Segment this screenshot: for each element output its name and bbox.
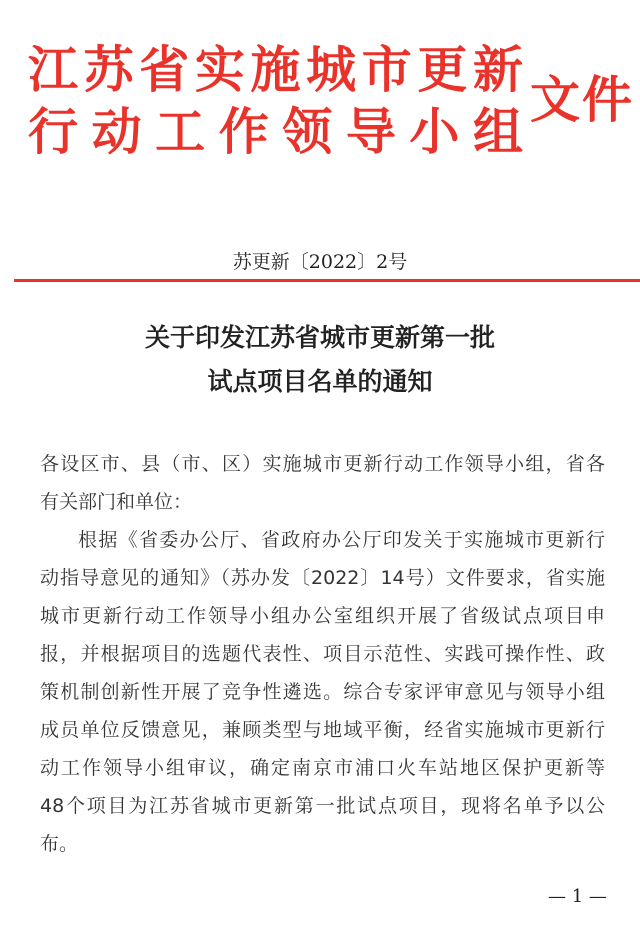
body-line: 成员单位反馈意见，兼顾类型与地域平衡，经省实施城市更新行	[40, 719, 605, 741]
body-line: 根据《省委办公厅、省政府办公厅印发关于实施城市更新行	[78, 529, 605, 551]
issuer-title-line1: 江苏省实施城市更新	[28, 41, 523, 99]
body-line: 策机制创新性开展了竞争性遴选。综合专家评审意见与领导小组	[40, 681, 605, 703]
body-line: 报，并根据项目的选题代表性、项目示范性、实践可操作性、政	[40, 643, 605, 665]
issuer-title-line2: 行动工作领导小组	[28, 103, 523, 161]
red-divider	[14, 279, 640, 282]
page-number: — 1 —	[548, 886, 607, 907]
body-line: 48个项目为江苏省城市更新第一批试点项目，现将名单予以公	[40, 795, 605, 817]
issuer-suffix: 文件	[530, 71, 634, 129]
document-number: 苏更新〔2022〕2号	[232, 251, 408, 273]
body-line: 动工作领导小组审议，确定南京市浦口火车站地区保护更新等	[40, 757, 605, 779]
document-title-line1: 关于印发江苏省城市更新第一批	[144, 323, 495, 352]
body-line: 有关部门和单位：	[40, 491, 193, 513]
document-title-line2: 试点项目名单的通知	[207, 367, 433, 396]
body-line: 动指导意见的通知》（苏办发〔2022〕14号）文件要求，省实施	[40, 567, 605, 589]
body-line: 各设区市、县（市、区）实施城市更新行动工作领导小组，省各	[40, 453, 605, 475]
body-line: 布。	[40, 833, 79, 855]
body-line: 城市更新行动工作领导小组办公室组织开展了省级试点项目申	[40, 605, 605, 627]
